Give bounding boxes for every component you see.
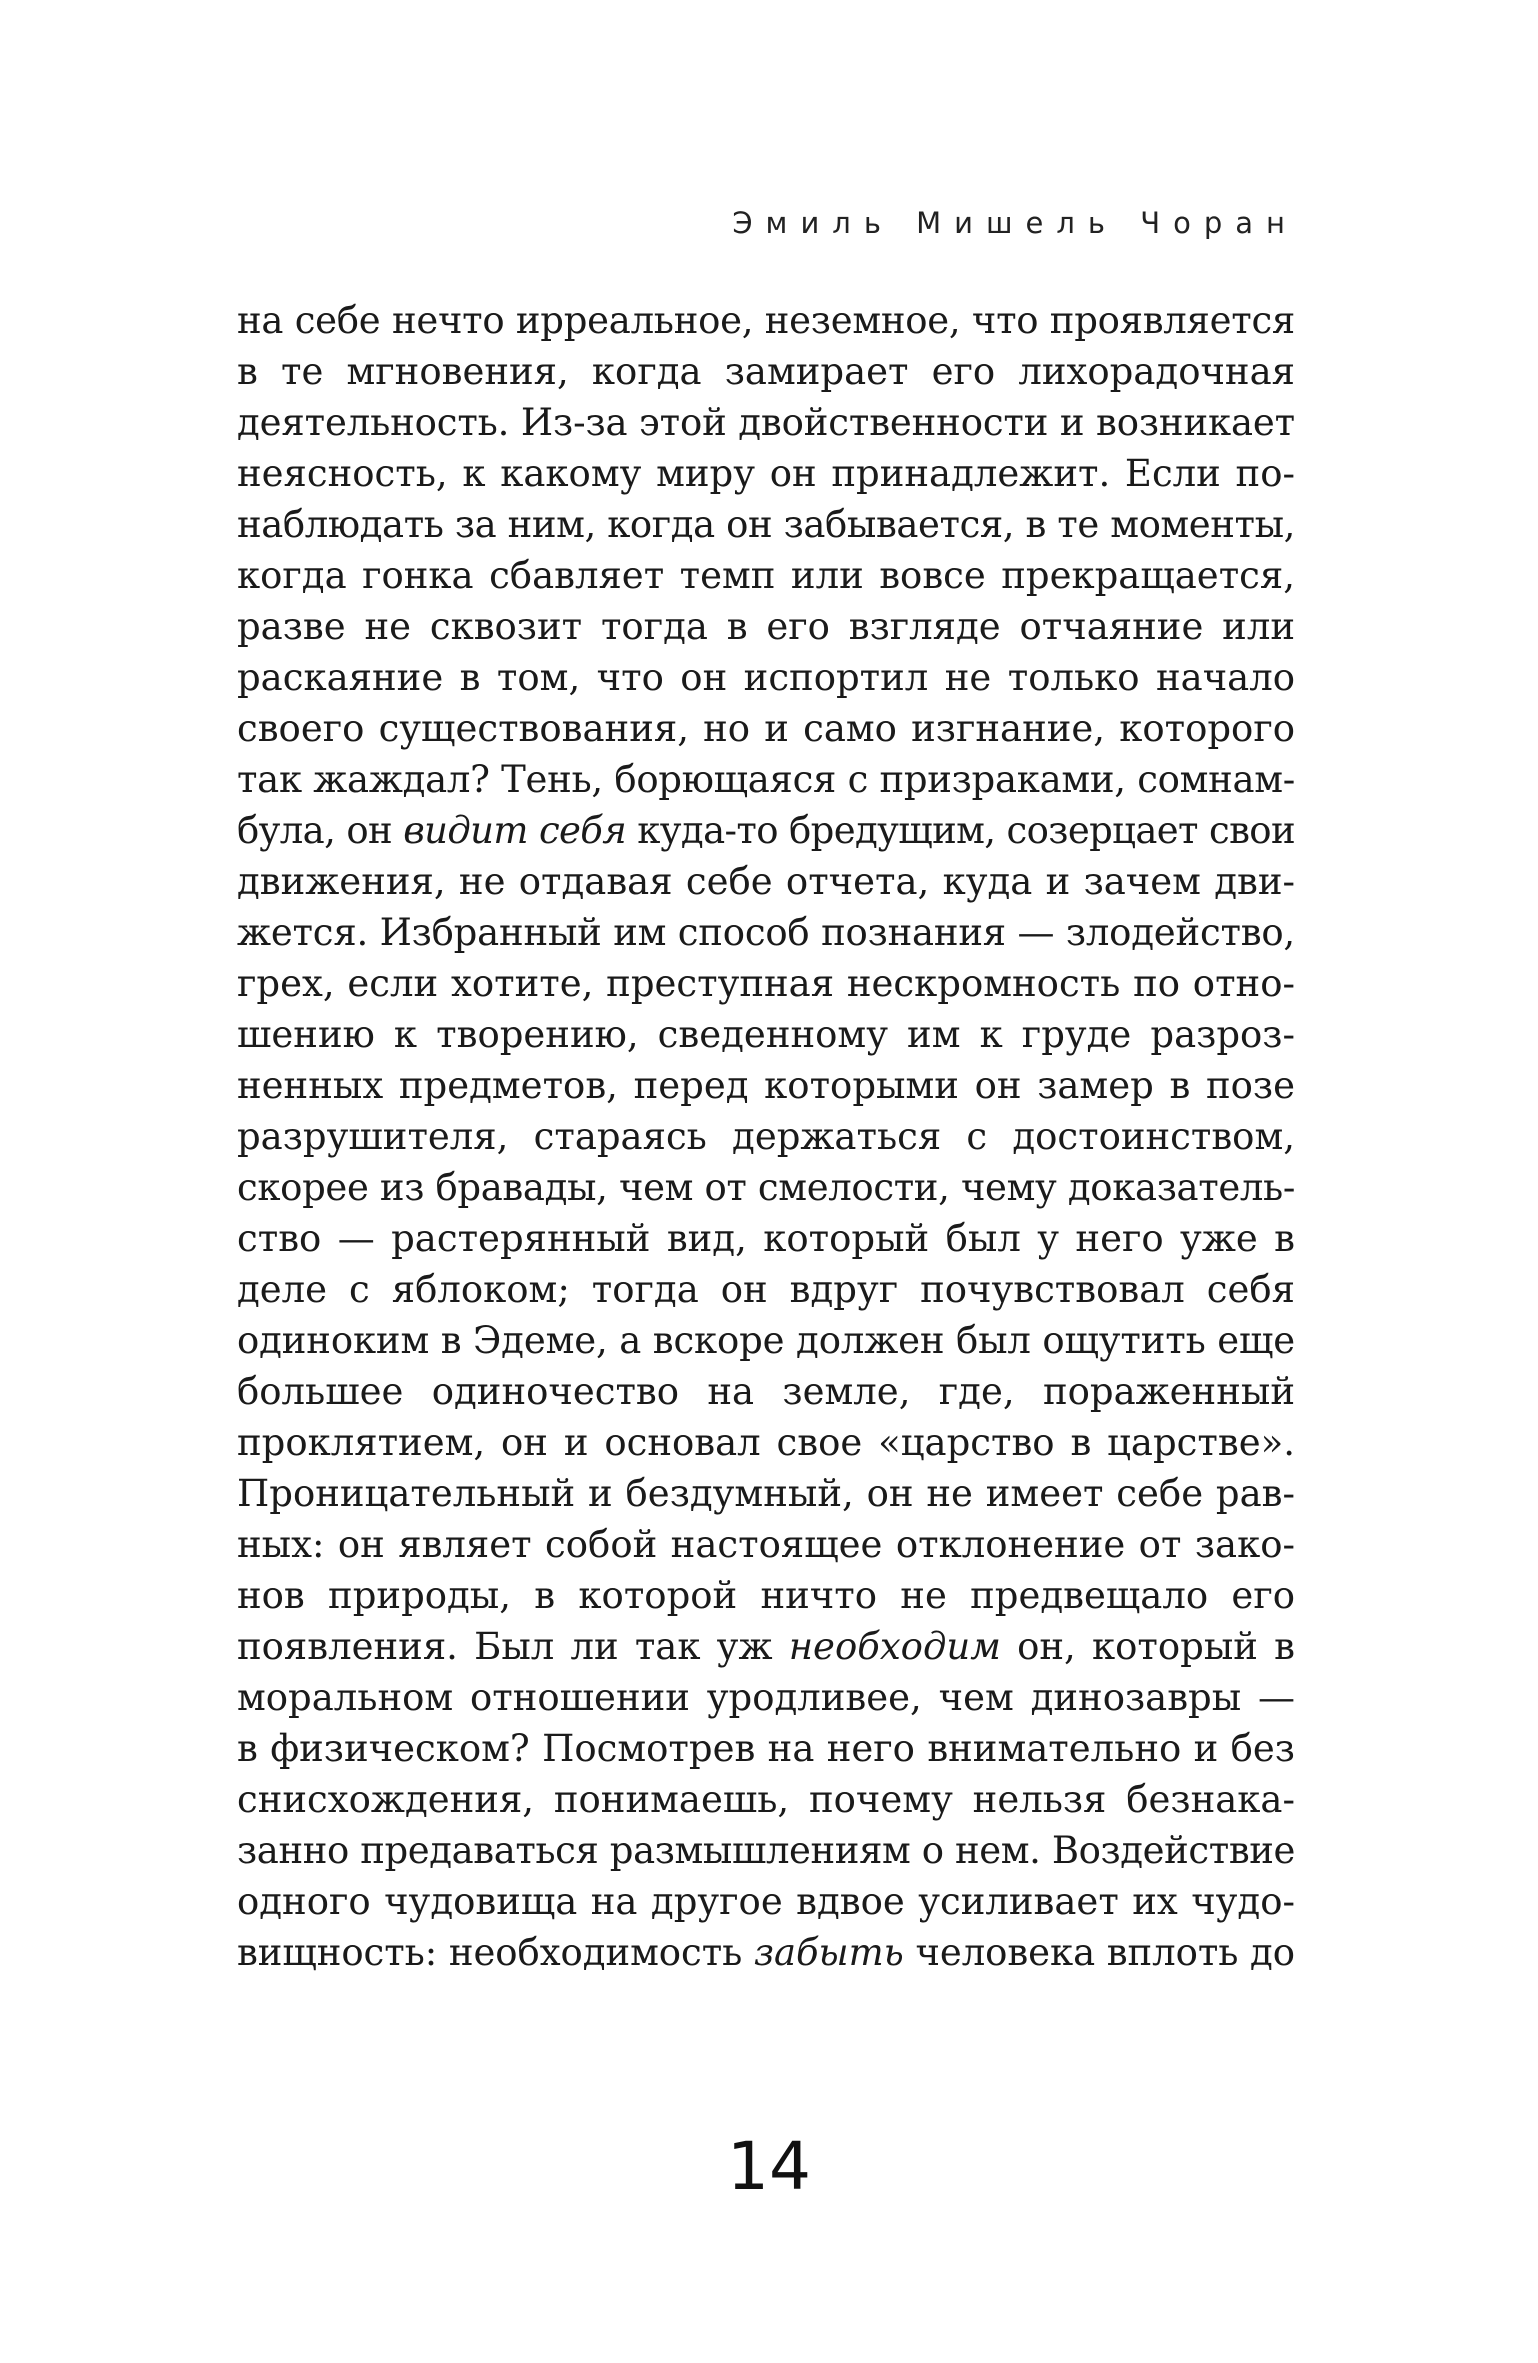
text-line — [237, 448, 1295, 499]
text-line — [237, 1111, 1295, 1162]
text-segment: шению к творению, сведенному им к груде разроз- — [237, 1013, 1295, 1056]
text-line — [237, 397, 1295, 448]
text-segment: була, он — [237, 809, 404, 852]
text-segment: в физическом? Посмотрев на него внимательно и без — [237, 1727, 1295, 1770]
text-segment: разве не сквозит тогда в его взгляде отчаяние или — [237, 605, 1295, 648]
text-segment: в те мгновения, когда замирает его лихорадочная — [237, 350, 1295, 393]
text-line — [237, 1162, 1295, 1213]
text-segment: вищность: необходимость — [237, 1931, 754, 1974]
text-segment: наблюдать за ним, когда он забывается, в те моменты, — [237, 503, 1295, 546]
text-line — [237, 1621, 1295, 1672]
text-segment: ных: он являет собой настоящее отклонение от зако- — [237, 1523, 1295, 1566]
text-line — [237, 1519, 1295, 1570]
text-line — [237, 652, 1295, 703]
text-segment: занно предаваться размышлениям о нем. Воздействие — [237, 1829, 1296, 1872]
text-line — [237, 958, 1295, 1009]
text-segment: ство — растерянный вид, который был у него уже в — [237, 1217, 1295, 1260]
text-segment: разрушителя, стараясь держаться с достоинством, — [237, 1115, 1295, 1158]
text-segment: куда-то бредущим, созерцает свои — [626, 809, 1295, 852]
text-segment: на себе нечто ирреальное, неземное, что проявляется — [237, 299, 1295, 342]
text-segment: одиноким в Эдеме, а вскоре должен был ощутить еще — [237, 1319, 1295, 1362]
body-text — [237, 295, 1295, 1978]
text-segment: человека вплоть до — [903, 1931, 1295, 1974]
text-segment: деятельность. Из-за этой двойственности и возникает — [237, 401, 1295, 444]
text-line — [237, 1774, 1295, 1825]
text-segment: раскаяние в том, что он испортил не только начало — [237, 656, 1295, 699]
text-line — [237, 1927, 1295, 1978]
text-line — [237, 1468, 1295, 1519]
text-segment: одного чудовища на другое вдвое усиливает их чудо- — [237, 1880, 1295, 1923]
text-line — [237, 1570, 1295, 1621]
text-segment: моральном отношении уродливее, чем динозавры — — [237, 1676, 1295, 1719]
running-head: Эмиль Мишель Чоран — [732, 206, 1298, 240]
text-segment: скорее из бравады, чем от смелости, чему доказатель- — [237, 1166, 1295, 1209]
text-line — [237, 907, 1295, 958]
text-segment: когда гонка сбавляет темп или вовсе прекращается, — [237, 554, 1295, 597]
text-segment: ненных предметов, перед которыми он замер в позе — [237, 1064, 1295, 1107]
text-line — [237, 1672, 1295, 1723]
text-line — [237, 856, 1295, 907]
italic-phrase: видит себя — [403, 809, 627, 852]
text-segment: Проницательный и бездумный, он не имеет себе рав- — [237, 1472, 1295, 1515]
text-line — [237, 346, 1295, 397]
text-segment: так жаждал? Тень, борющаяся с призраками, сомнам- — [237, 758, 1295, 801]
text-segment: большее одиночество на земле, где, пораженный — [237, 1370, 1295, 1413]
text-segment: своего существования, но и само изгнание, которого — [237, 707, 1295, 750]
text-line — [237, 805, 1295, 856]
text-line — [237, 1264, 1295, 1315]
text-segment: он, который в — [1000, 1625, 1295, 1668]
text-segment: движения, не отдавая себе отчета, куда и зачем дви- — [237, 860, 1295, 903]
text-line — [237, 550, 1295, 601]
italic-phrase: забыть — [753, 1931, 904, 1974]
text-line — [237, 703, 1295, 754]
text-segment: жется. Избранный им способ познания — злодейство, — [237, 911, 1295, 954]
text-segment: снисхождения, понимаешь, почему нельзя безнака- — [237, 1778, 1295, 1821]
text-line — [237, 499, 1295, 550]
text-line — [237, 1876, 1295, 1927]
text-line — [237, 1417, 1295, 1468]
text-line — [237, 754, 1295, 805]
text-segment: нов природы, в которой ничто не предвещало его — [237, 1574, 1295, 1617]
text-line — [237, 1213, 1295, 1264]
text-line — [237, 601, 1295, 652]
text-line — [237, 1315, 1295, 1366]
italic-phrase: необходим — [788, 1625, 1001, 1668]
page-number: 14 — [727, 2128, 811, 2205]
text-line — [237, 1009, 1295, 1060]
text-line — [237, 295, 1295, 346]
text-line — [237, 1060, 1295, 1111]
text-segment: проклятием, он и основал свое «царство в царстве». — [237, 1421, 1295, 1464]
text-line — [237, 1723, 1295, 1774]
text-segment: неясность, к какому миру он принадлежит. Если по- — [237, 452, 1295, 495]
text-segment: появления. Был ли так уж — [237, 1625, 789, 1668]
text-line — [237, 1825, 1295, 1876]
text-line — [237, 1366, 1295, 1417]
text-segment: грех, если хотите, преступная нескромность по отно- — [237, 962, 1295, 1005]
text-segment: деле с яблоком; тогда он вдруг почувствовал себя — [237, 1268, 1295, 1311]
